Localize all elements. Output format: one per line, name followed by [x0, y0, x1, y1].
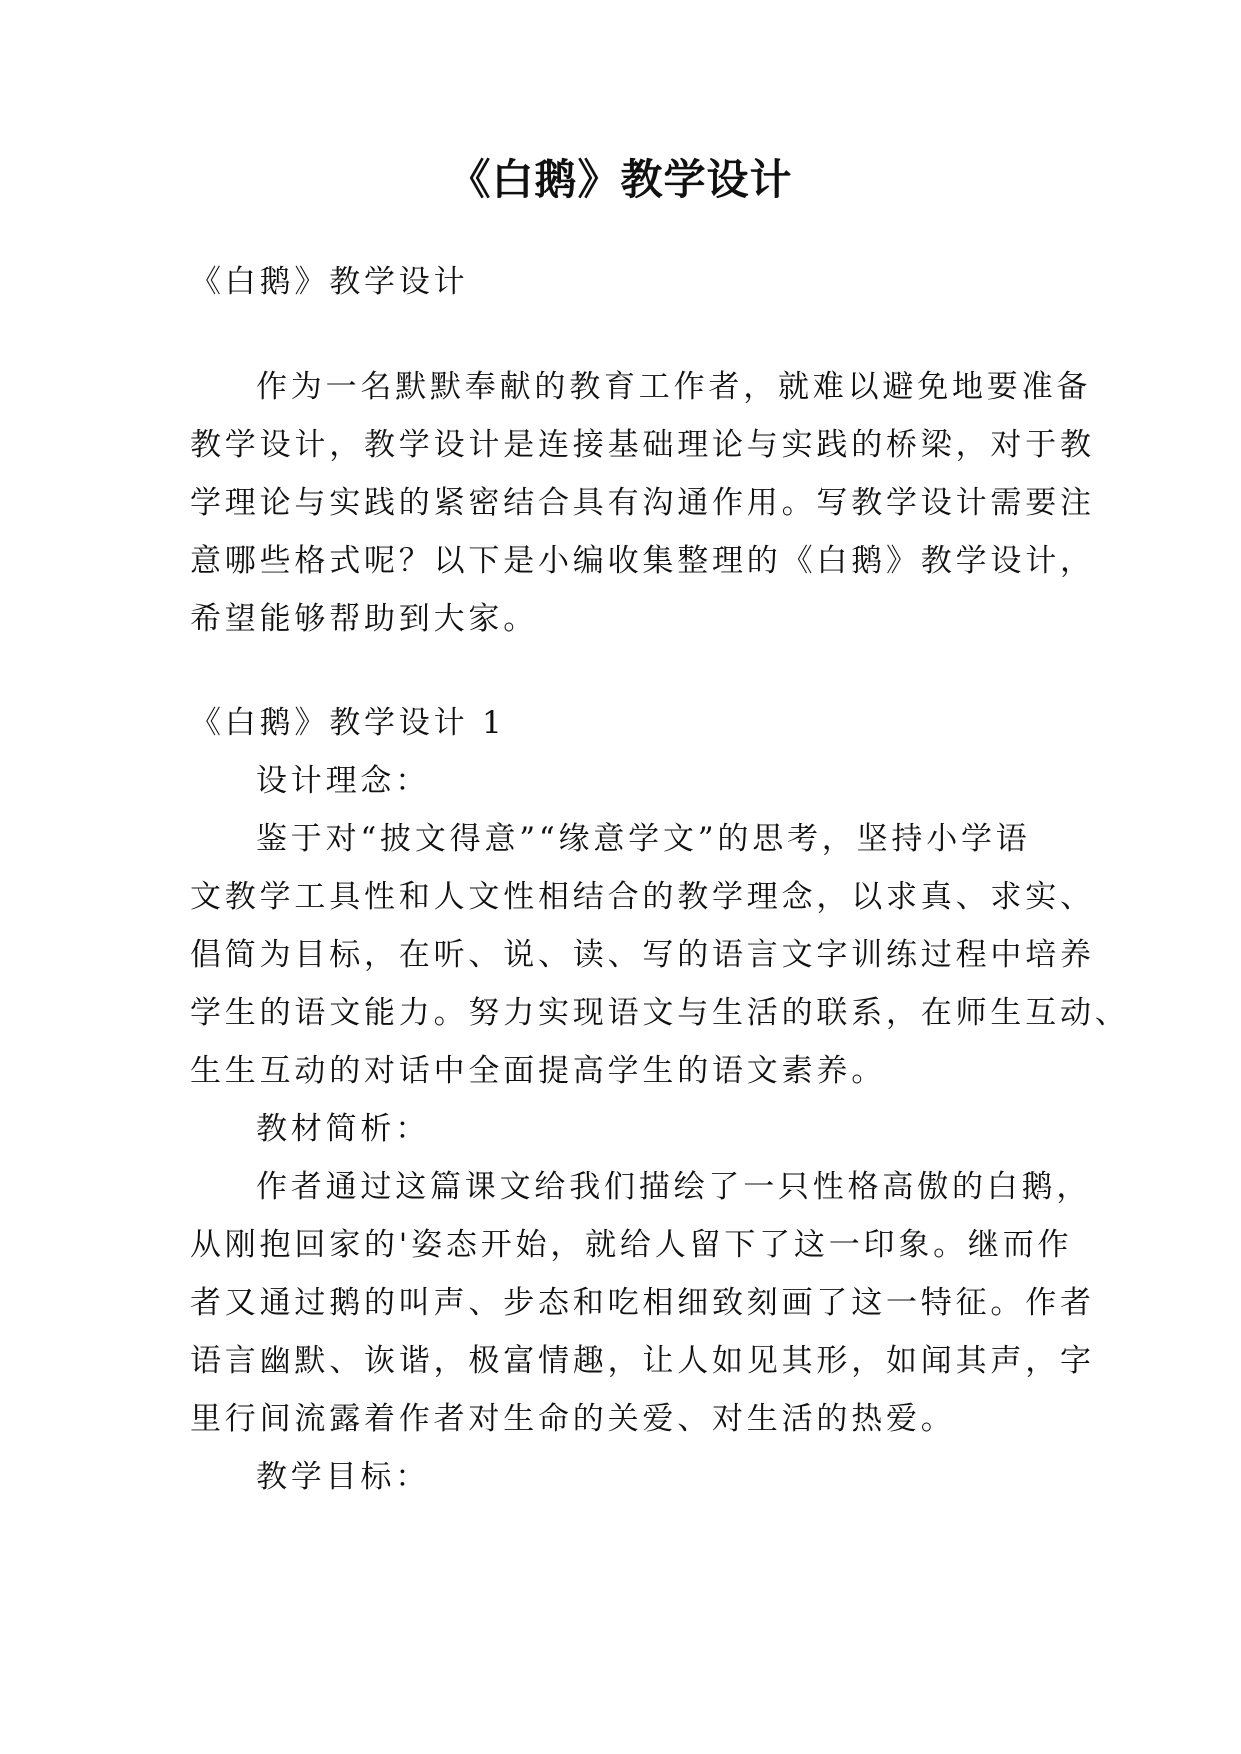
material-analysis-line: 者又通过鹅的叫声、步态和吃相细致刻画了这一特征。作者 — [190, 1285, 1095, 1321]
design-concept-line: 鉴于对“披文得意”“缘意学文”的思考，坚持小学语 — [256, 821, 1031, 857]
intro-line: 作为一名默默奉献的教育工作者，就难以避免地要准备 — [256, 369, 1092, 405]
design-concept-line: 倡简为目标，在听、说、读、写的语言文字训练过程中培养 — [190, 937, 1095, 973]
section-heading: 《白鹅》教学设计 1 — [190, 705, 506, 741]
design-concept-line: 文教学工具性和人文性相结合的教学理念，以求真、求实、 — [190, 879, 1095, 915]
intro-line: 希望能够帮助到大家。 — [190, 601, 538, 637]
material-analysis-label: 教材简析： — [256, 1111, 430, 1147]
document-title: 《白鹅》教学设计 — [448, 155, 793, 204]
intro-line: 教学设计，教学设计是连接基础理论与实践的桥梁，对于教 — [190, 427, 1095, 463]
document-subtitle: 《白鹅》教学设计 — [190, 264, 469, 300]
intro-line: 意哪些格式呢？以下是小编收集整理的《白鹅》教学设计， — [190, 543, 1095, 579]
intro-line: 学理论与实践的紧密结合具有沟通作用。写教学设计需要注 — [190, 485, 1095, 521]
design-concept-line: 生生互动的对话中全面提高学生的语文素养。 — [190, 1053, 886, 1089]
teaching-goals-label: 教学目标： — [256, 1459, 430, 1495]
material-analysis-line: 作者通过这篇课文给我们描绘了一只性格高傲的白鹅， — [256, 1169, 1092, 1205]
material-analysis-line: 里行间流露着作者对生命的关爱、对生活的热爱。 — [190, 1401, 956, 1437]
material-analysis-line: 语言幽默、诙谐，极富情趣，让人如见其形，如闻其声，字 — [190, 1343, 1095, 1379]
material-analysis-line: 从刚抱回家的'姿态开始，就给人留下了这一印象。继而作 — [190, 1227, 1073, 1263]
design-concept-line: 学生的语文能力。努力实现语文与生活的联系，在师生互动、 — [190, 995, 1130, 1031]
design-concept-label: 设计理念： — [256, 763, 430, 799]
